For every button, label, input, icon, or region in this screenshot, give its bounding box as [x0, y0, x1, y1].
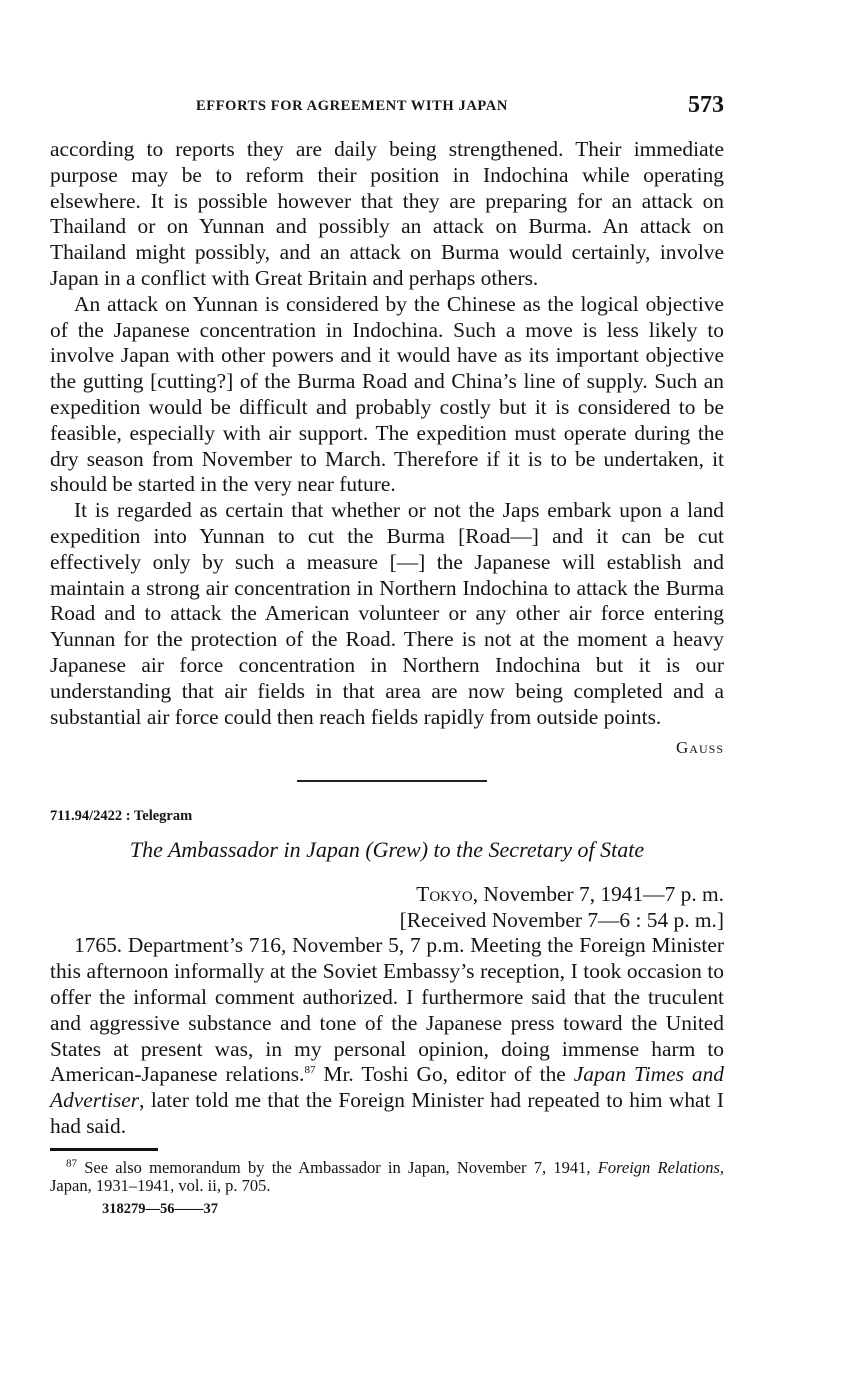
footnote-source-rest: , Japan, 1931–1941, vol. ii, p. 705. [50, 1157, 724, 1195]
print-code: 318279—56——37 [102, 1200, 218, 1217]
document-reference: 711.94/2422 : Telegram [50, 808, 193, 825]
running-head [50, 88, 724, 124]
dateline-received: [Received November 7—6 : 54 p. m.] [399, 908, 724, 933]
footnote-rule [50, 1148, 158, 1151]
page [50, 88, 724, 1218]
signature: Gauss [676, 738, 724, 758]
dateline-sent [50, 881, 724, 907]
body-paragraph-3: It is regarded as certain that whether or not the Japs embark upon a land expedition into Yunnan to cut the Burma [Road—] and it can be cut effectively only by such a measure [—] the Japanese will establish and maintain a strong air concentration in Northern Indochina to attack the Burma Road and to attack the American volunteer or any other air force entering Yunnan for the protection of the Road. There is not at the moment a heavy Japanese air force concentration in Northern Indochina but it is our understanding that air fields in that area are now being completed and a substantial air force could then reach fields rapidly from outside points. [50, 498, 724, 729]
newspaper-title: Japan Times and Advertiser [50, 1062, 724, 1113]
telegram-text-1: 1765. Department’s 716, November 5, 7 p.m. Meeting the Foreign Minister this afternoon informally at the Soviet Embassy’s reception, I took occasion to offer the informal comment authorized. I furthermore said that the truculent and aggressive substance and tone of the Japanese press toward the United States at present was, in my personal opinion, doing immense harm to American-Japanese relations. [50, 933, 724, 1087]
running-head-title: EFFORTS FOR AGREEMENT WITH JAPAN [196, 98, 508, 114]
dateline-date: , November 7, 1941—7 p. m. [472, 882, 724, 907]
body-paragraph-2: An attack on Yunnan is considered by the Chinese as the logical objective of the Japanese concentration in Indochina. Such a move is less likely to involve Japan with other powers and it would have as its important objective the gutting [cutting?] of the Burma Road and China’s line of supply. Such an expedition would be difficult and probably costly but it is considered to be feasible, especially with air support. The expedition must operate during the dry season from November to March. Therefore if it is to be undertaken, it should be started in the very near future. [50, 291, 724, 497]
footnote-text: See also memorandum by the Ambassador in Japan, November 7, 1941, [77, 1157, 598, 1177]
body-paragraph-1: according to reports they are daily being strengthened. Their immediate purpose may be to reform their position in Indochina while operating elsewhere. It is possible however that they are preparing for an attack on Thailand or on Yunnan and possibly an attack on Burma. An attack on Thailand might possibly, and an attack on Burma would certainly, involve Japan in a conflict with Great Britain and perhaps others. [50, 137, 724, 290]
telegram-text-3: , later told me that the Foreign Minister had repeated to him what I had said. [50, 1088, 724, 1138]
page-number: 573 [688, 92, 724, 118]
footnote-ref: 87 [304, 1064, 316, 1077]
dateline [50, 881, 724, 933]
section-divider [297, 780, 487, 782]
telegram-text-2: Mr. Toshi Go, editor of the [315, 1062, 574, 1087]
footnote-marker: 87 [66, 1157, 77, 1170]
telegram-paragraph [50, 933, 724, 1139]
footnote-source-title: Foreign Relations [597, 1157, 720, 1177]
telegram-heading: The Ambassador in Japan (Grew) to the Secretary of State [129, 837, 645, 863]
dateline-place: Tokyo [416, 882, 473, 907]
footnote [50, 1159, 724, 1195]
